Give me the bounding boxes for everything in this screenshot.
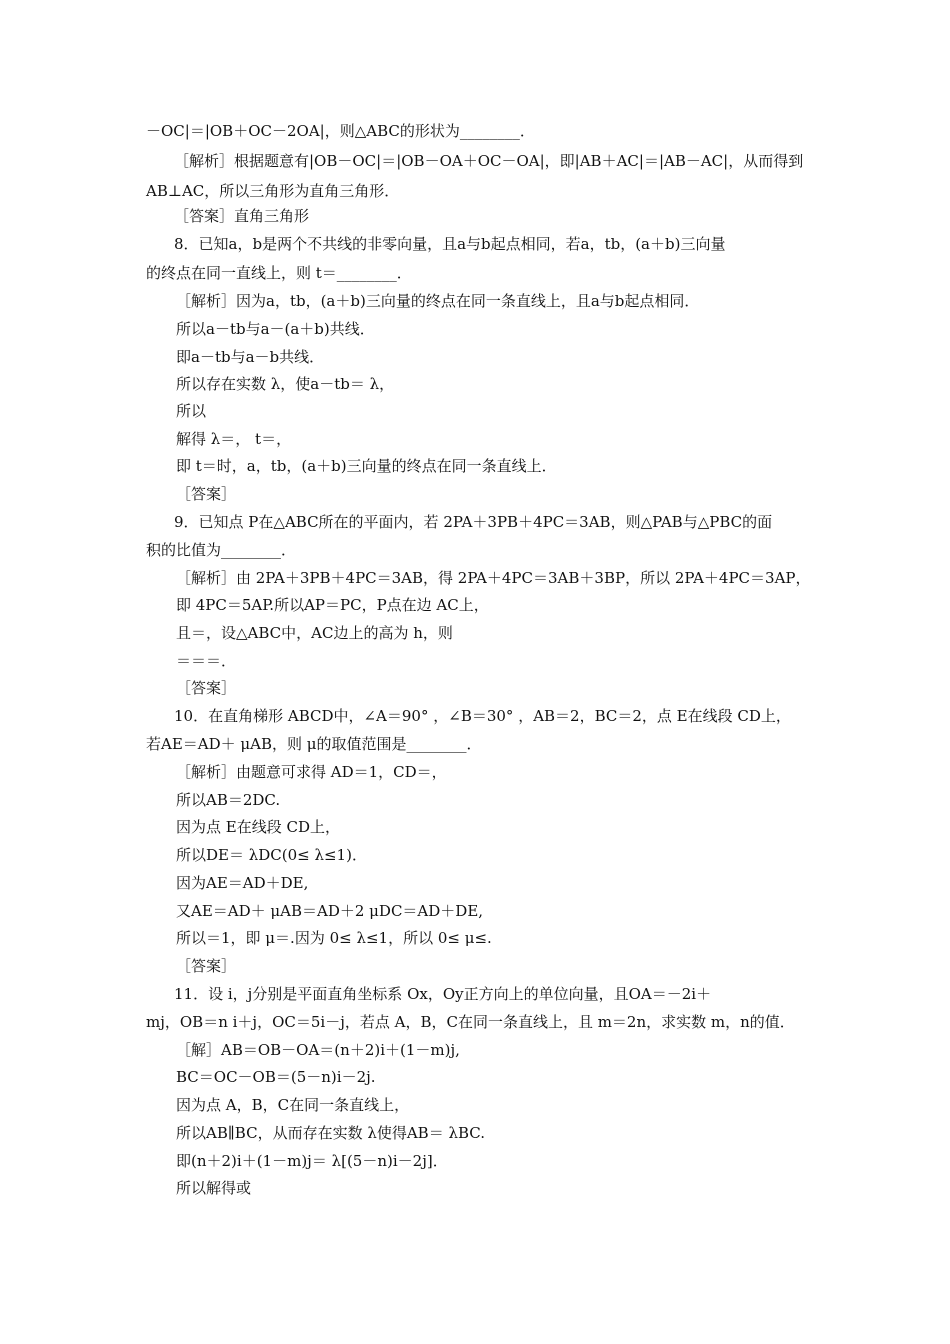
text-line: ［解］AB＝OB－OA＝(n＋2)i＋(1－m)j, (176, 1041, 460, 1059)
text-line: mj，OB＝n i＋j，OC＝5i－j，若点 A，B，C在同一条直线上，且 m＝2n，求实数 m，n的值． (146, 1013, 795, 1031)
text-line: ［解析］由题意可求得 AD＝1，CD＝， (176, 763, 447, 781)
text-line: 所以DE＝ λDC(0≤ λ≤1)． (176, 846, 367, 864)
text-line: 10．在直角梯形 ABCD中，∠A＝90° ，∠B＝30° ，AB＝2，BC＝2，点 E在线段 CD上， (174, 707, 791, 725)
text-line: 所以＝1，即 μ＝.因为 0≤ λ≤1，所以 0≤ μ≤. (176, 929, 492, 947)
text-line: 即(n＋2)i＋(1－m)j＝ λ[(5－n)i－2j]． (176, 1152, 448, 1170)
text-line: 所以存在实数 λ，使a－tb＝ λ， (176, 375, 395, 393)
text-line: 11．设 i，j分别是平面直角坐标系 Ox，Oy正方向上的单位向量，且OA＝－2i＋ (174, 985, 712, 1003)
text-line: 积的比值为________． (146, 541, 297, 559)
text-line: 9．已知点 P在△ABC所在的平面内，若 2PA＋3PB＋4PC＝3AB，则△PAB与△PBC的面 (174, 513, 773, 531)
text-line: 若AE＝AD＋ μAB，则 μ的取值范围是________． (146, 735, 482, 753)
text-line: ＝＝＝． (176, 652, 237, 670)
text-line: 所以解得或 (176, 1179, 252, 1197)
text-line: 因为点 E在线段 CD上， (176, 818, 340, 836)
text-line: ［解析］由 2PA＋3PB＋4PC＝3AB，得 2PA＋4PC＝3AB＋3BP，所以 2PA＋4PC＝3AP， (176, 569, 811, 587)
text-line: ［答案］ (176, 957, 237, 975)
text-line: 因为点 A，B，C在同一条直线上， (176, 1096, 410, 1114)
text-line: 即 t＝时，a，tb，(a＋b)三向量的终点在同一条直线上． (176, 457, 557, 475)
text-line: 且＝，设△ABC中，AC边上的高为 h，则 (176, 624, 453, 642)
text-line: 解得 λ＝， t＝， (176, 430, 292, 448)
text-line: 因为AE＝AD＋DE, (176, 874, 309, 892)
text-line: AB⊥AC，所以三角形为直角三角形． (146, 182, 400, 200)
text-line: 即a－tb与a－b共线． (176, 348, 325, 366)
text-line: BC＝OC－OB＝(5－n)i－2j. (176, 1068, 376, 1086)
text-line: ［答案］ (176, 679, 237, 697)
text-line: 所以a－tb与a－(a＋b)共线． (176, 320, 375, 338)
text-line: 所以AB＝2DC. (176, 791, 281, 809)
text-line: 又AE＝AD＋ μAB＝AD＋2 μDC＝AD＋DE, (176, 902, 484, 920)
text-line: 所以 (176, 402, 207, 420)
text-line: 8．已知a，b是两个不共线的非零向量，且a与b起点相同，若a，tb，(a＋b)三向量 (174, 235, 726, 253)
text-line: －OC|＝|OB＋OC－2OA|，则△ABC的形状为________． (146, 122, 535, 140)
text-line: 即 4PC＝5AP.所以AP＝PC，P点在边 AC上， (176, 596, 489, 614)
text-line: ［答案］ (176, 485, 237, 503)
text-line: ［答案］直角三角形 (174, 207, 310, 225)
text-line: ［解析］因为a，tb，(a＋b)三向量的终点在同一条直线上，且a与b起点相同． (176, 292, 700, 310)
text-line: 的终点在同一直线上，则 t＝________． (146, 264, 412, 282)
text-line: ［解析］根据题意有|OB－OC|＝|OB－OA＋OC－OA|，即|AB＋AC|＝|AB－AC|，从而得到 (174, 152, 804, 170)
text-line: 所以AB∥BC，从而存在实数 λ使得AB＝ λBC. (176, 1124, 485, 1142)
